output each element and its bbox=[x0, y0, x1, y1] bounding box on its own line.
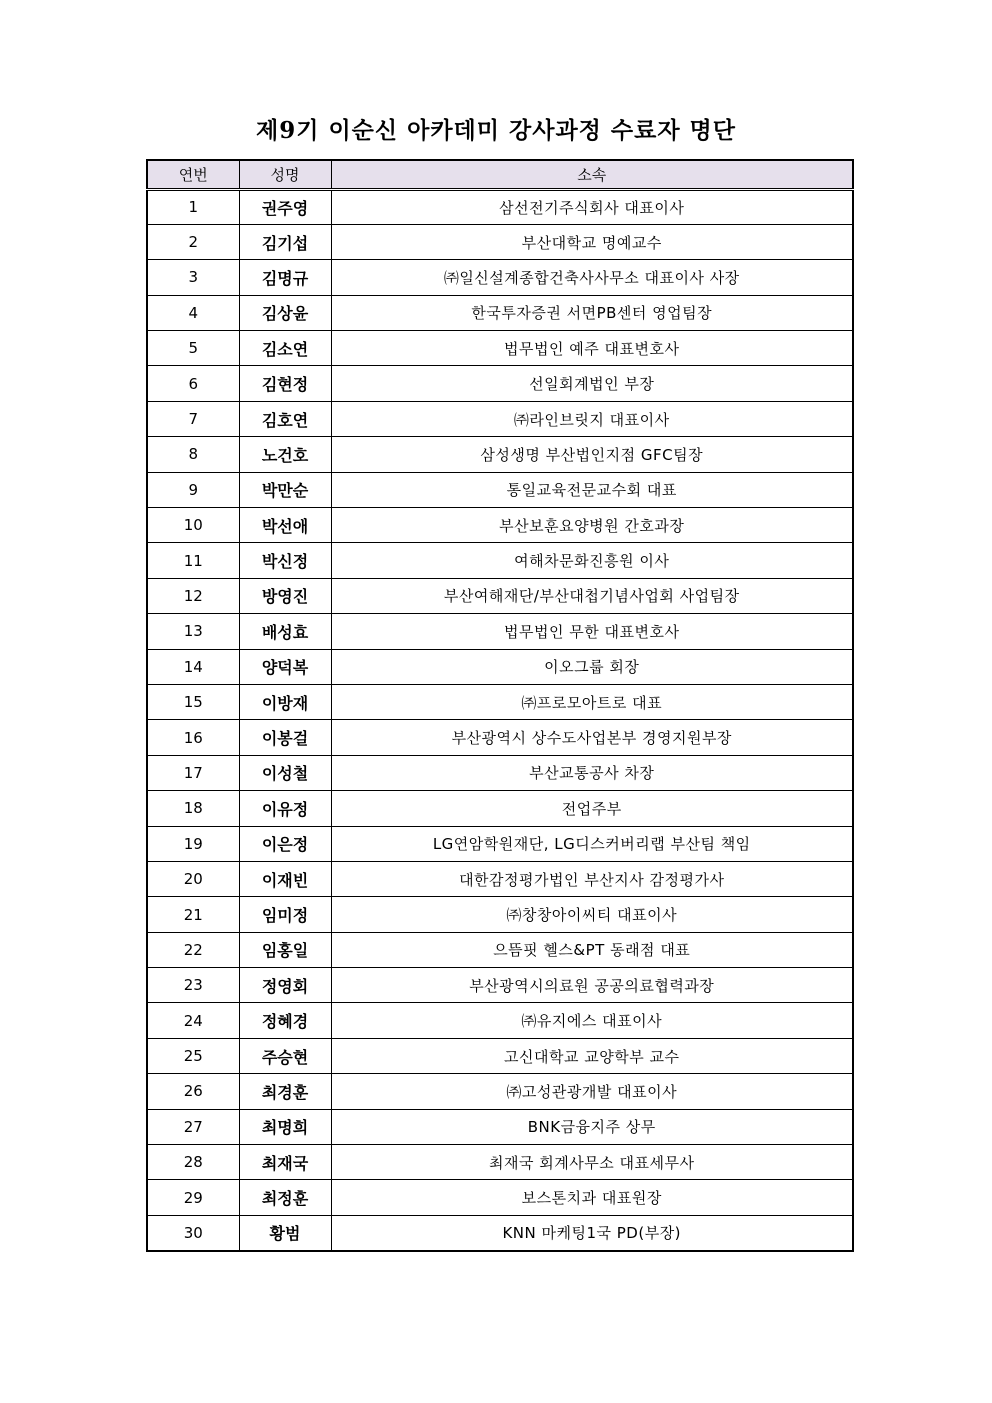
cell-name: 이봉걸 bbox=[239, 720, 331, 755]
cell-number: 8 bbox=[147, 437, 239, 472]
cell-name: 김상윤 bbox=[239, 295, 331, 330]
cell-affiliation: 여해차문화진흥원 이사 bbox=[331, 543, 853, 578]
cell-affiliation: 삼선전기주식회사 대표이사 bbox=[331, 189, 853, 224]
cell-affiliation: 한국투자증권 서면PB센터 영업팀장 bbox=[331, 295, 853, 330]
cell-number: 3 bbox=[147, 260, 239, 295]
table-row bbox=[147, 826, 853, 861]
cell-number: 7 bbox=[147, 401, 239, 436]
cell-affiliation: ㈜라인브릿지 대표이사 bbox=[331, 401, 853, 436]
cell-affiliation: ㈜일신설계종합건축사사무소 대표이사 사장 bbox=[331, 260, 853, 295]
cell-name: 방영진 bbox=[239, 578, 331, 613]
table-row bbox=[147, 260, 853, 295]
cell-number: 14 bbox=[147, 649, 239, 684]
table-row bbox=[147, 755, 853, 790]
table-row bbox=[147, 508, 853, 543]
table-row bbox=[147, 649, 853, 684]
cell-affiliation: 보스톤치과 대표원장 bbox=[331, 1180, 853, 1215]
table-row bbox=[147, 684, 853, 719]
cell-number: 9 bbox=[147, 472, 239, 507]
cell-number: 10 bbox=[147, 508, 239, 543]
table-row bbox=[147, 897, 853, 932]
table-row bbox=[147, 472, 853, 507]
cell-number: 5 bbox=[147, 331, 239, 366]
cell-number: 2 bbox=[147, 224, 239, 259]
table-body bbox=[147, 189, 853, 1251]
cell-name: 주승현 bbox=[239, 1038, 331, 1073]
cell-name: 이유정 bbox=[239, 791, 331, 826]
cell-number: 25 bbox=[147, 1038, 239, 1073]
table-row bbox=[147, 224, 853, 259]
cell-affiliation: ㈜유지에스 대표이사 bbox=[331, 1003, 853, 1038]
cell-number: 30 bbox=[147, 1215, 239, 1250]
cell-affiliation: ㈜창창아이씨티 대표이사 bbox=[331, 897, 853, 932]
table-row bbox=[147, 437, 853, 472]
cell-affiliation: 법무법인 무한 대표변호사 bbox=[331, 614, 853, 649]
cell-number: 18 bbox=[147, 791, 239, 826]
cell-number: 26 bbox=[147, 1074, 239, 1109]
table-row bbox=[147, 366, 853, 401]
column-header-name: 성명 bbox=[239, 160, 331, 189]
cell-name: 김현정 bbox=[239, 366, 331, 401]
cell-number: 23 bbox=[147, 968, 239, 1003]
cell-name: 황범 bbox=[239, 1215, 331, 1250]
cell-affiliation: 대한감정평가법인 부산지사 감정평가사 bbox=[331, 861, 853, 896]
table-row bbox=[147, 1180, 853, 1215]
cell-name: 양덕복 bbox=[239, 649, 331, 684]
cell-name: 김호연 bbox=[239, 401, 331, 436]
cell-name: 임미정 bbox=[239, 897, 331, 932]
graduates-table bbox=[146, 159, 854, 1252]
cell-affiliation: 부산광역시 상수도사업본부 경영지원부장 bbox=[331, 720, 853, 755]
cell-name: 이재빈 bbox=[239, 861, 331, 896]
cell-affiliation: 삼성생명 부산법인지점 GFC팀장 bbox=[331, 437, 853, 472]
cell-affiliation: 부산여해재단/부산대첩기념사업회 사업팀장 bbox=[331, 578, 853, 613]
column-header-number: 연번 bbox=[147, 160, 239, 189]
table-row bbox=[147, 720, 853, 755]
cell-name: 정혜경 bbox=[239, 1003, 331, 1038]
table-row bbox=[147, 968, 853, 1003]
column-header-affiliation: 소속 bbox=[331, 160, 853, 189]
cell-affiliation: 으뜸핏 헬스&PT 동래점 대표 bbox=[331, 932, 853, 967]
cell-name: 김소연 bbox=[239, 331, 331, 366]
cell-name: 이은정 bbox=[239, 826, 331, 861]
cell-affiliation: ㈜프로모아트로 대표 bbox=[331, 684, 853, 719]
cell-number: 20 bbox=[147, 861, 239, 896]
cell-number: 28 bbox=[147, 1145, 239, 1180]
table-row bbox=[147, 331, 853, 366]
cell-affiliation: 이오그룹 회장 bbox=[331, 649, 853, 684]
cell-number: 13 bbox=[147, 614, 239, 649]
cell-affiliation: ㈜고성관광개발 대표이사 bbox=[331, 1074, 853, 1109]
cell-name: 최명희 bbox=[239, 1109, 331, 1144]
cell-name: 권주영 bbox=[239, 189, 331, 224]
cell-number: 22 bbox=[147, 932, 239, 967]
cell-number: 17 bbox=[147, 755, 239, 790]
cell-number: 6 bbox=[147, 366, 239, 401]
table-row bbox=[147, 1038, 853, 1073]
table-header bbox=[147, 160, 853, 189]
cell-name: 박만순 bbox=[239, 472, 331, 507]
cell-number: 1 bbox=[147, 189, 239, 224]
table-row bbox=[147, 578, 853, 613]
cell-number: 15 bbox=[147, 684, 239, 719]
cell-name: 최경훈 bbox=[239, 1074, 331, 1109]
cell-affiliation: 고신대학교 교양학부 교수 bbox=[331, 1038, 853, 1073]
cell-number: 12 bbox=[147, 578, 239, 613]
cell-affiliation: 선일회계법인 부장 bbox=[331, 366, 853, 401]
cell-name: 최재국 bbox=[239, 1145, 331, 1180]
cell-name: 이성철 bbox=[239, 755, 331, 790]
cell-number: 11 bbox=[147, 543, 239, 578]
table-row bbox=[147, 1215, 853, 1250]
table-row bbox=[147, 295, 853, 330]
cell-name: 이방재 bbox=[239, 684, 331, 719]
cell-name: 노건호 bbox=[239, 437, 331, 472]
table-row bbox=[147, 861, 853, 896]
cell-number: 21 bbox=[147, 897, 239, 932]
cell-number: 29 bbox=[147, 1180, 239, 1215]
cell-name: 최정훈 bbox=[239, 1180, 331, 1215]
cell-name: 김기섭 bbox=[239, 224, 331, 259]
cell-name: 배성효 bbox=[239, 614, 331, 649]
table-header-row bbox=[147, 160, 853, 189]
cell-name: 임홍일 bbox=[239, 932, 331, 967]
cell-affiliation: 부산광역시의료원 공공의료협력과장 bbox=[331, 968, 853, 1003]
table-row bbox=[147, 1109, 853, 1144]
table-row bbox=[147, 1003, 853, 1038]
table-row bbox=[147, 791, 853, 826]
table-row bbox=[147, 1145, 853, 1180]
cell-affiliation: KNN 마케팅1국 PD(부장) bbox=[331, 1215, 853, 1250]
table-row bbox=[147, 189, 853, 224]
cell-affiliation: 최재국 회계사무소 대표세무사 bbox=[331, 1145, 853, 1180]
table-row bbox=[147, 1074, 853, 1109]
cell-affiliation: 부산보훈요양병원 간호과장 bbox=[331, 508, 853, 543]
table-row bbox=[147, 932, 853, 967]
page-title: 제9기 이순신 아카데미 강사과정 수료자 명단 bbox=[256, 117, 736, 144]
cell-affiliation: LG연암학원재단, LG디스커버리랩 부산팀 책임 bbox=[331, 826, 853, 861]
cell-affiliation: 부산대학교 명예교수 bbox=[331, 224, 853, 259]
cell-name: 박선애 bbox=[239, 508, 331, 543]
cell-name: 박신정 bbox=[239, 543, 331, 578]
cell-number: 24 bbox=[147, 1003, 239, 1038]
cell-affiliation: 통일교육전문교수회 대표 bbox=[331, 472, 853, 507]
cell-affiliation: 전업주부 bbox=[331, 791, 853, 826]
cell-affiliation: 부산교통공사 차장 bbox=[331, 755, 853, 790]
cell-affiliation: 법무법인 예주 대표변호사 bbox=[331, 331, 853, 366]
cell-affiliation: BNK금융지주 상무 bbox=[331, 1109, 853, 1144]
cell-number: 4 bbox=[147, 295, 239, 330]
table-row bbox=[147, 401, 853, 436]
cell-number: 27 bbox=[147, 1109, 239, 1144]
cell-number: 19 bbox=[147, 826, 239, 861]
table-row bbox=[147, 543, 853, 578]
cell-name: 김명규 bbox=[239, 260, 331, 295]
cell-number: 16 bbox=[147, 720, 239, 755]
cell-name: 정영회 bbox=[239, 968, 331, 1003]
table-row bbox=[147, 614, 853, 649]
